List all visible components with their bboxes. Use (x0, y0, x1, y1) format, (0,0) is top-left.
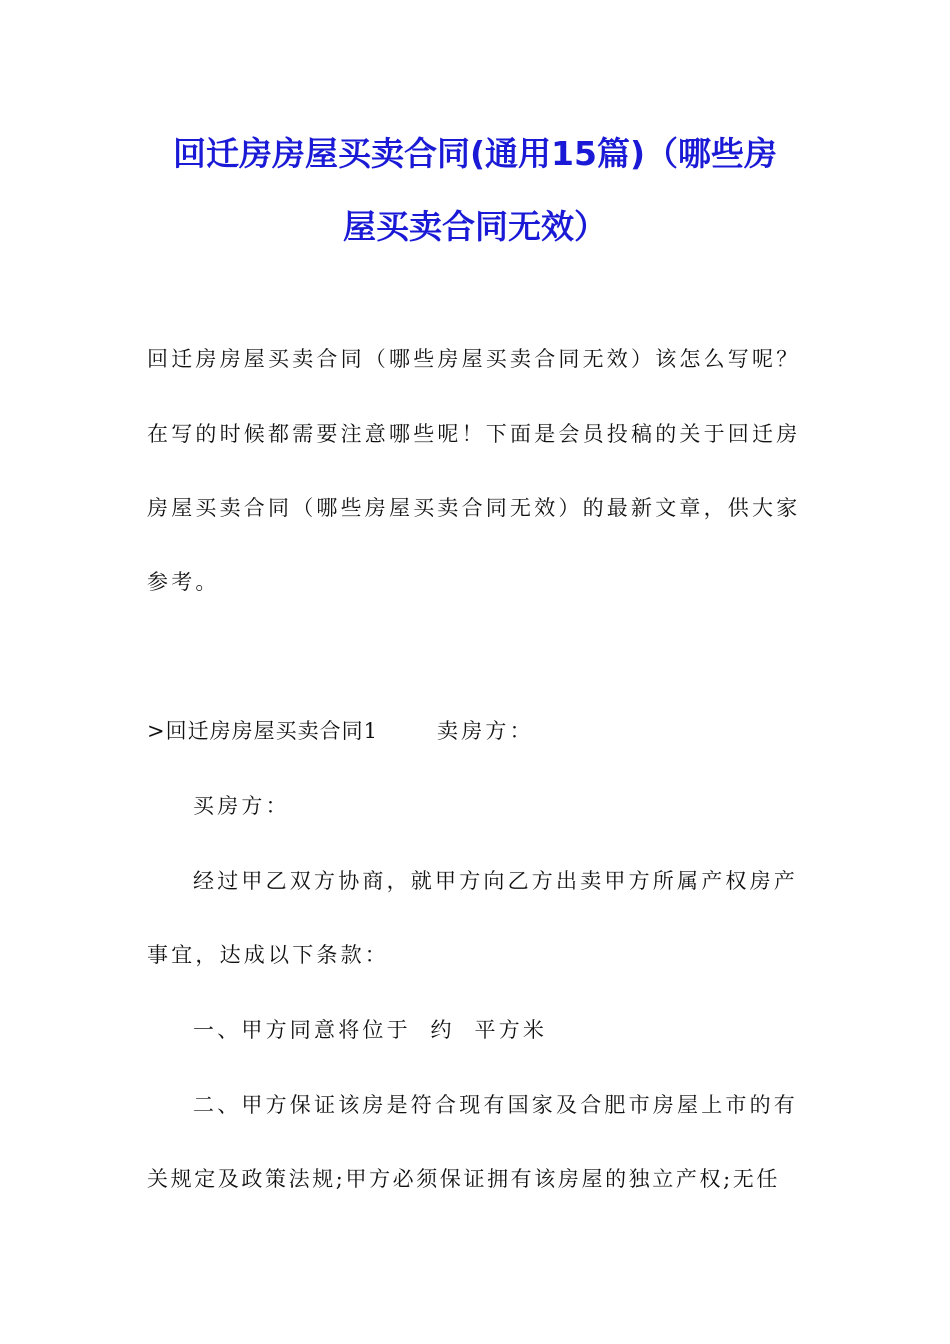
document-title-line-2: 屋买卖合同无效） (343, 207, 607, 246)
intro-line-2: 在写的时候都需要注意哪些呢！下面是会员投稿的关于回迁房 (147, 422, 801, 446)
intro-line-4: 参考。 (147, 570, 220, 594)
paragraph-3-line-1: 二、甲方保证该房是符合现有国家及合肥市房屋上市的有 (193, 1093, 798, 1117)
seller-label: 卖房方： (437, 719, 534, 743)
paragraph-2: 一、甲方同意将位于 约 平方米 (193, 1018, 548, 1042)
section-heading: >回迁房房屋买卖合同1 (147, 719, 378, 743)
paragraph-1-line-2: 事宜，达成以下条款： (147, 943, 389, 967)
paragraph-3-line-2: 关规定及政策法规;甲方必须保证拥有该房屋的独立产权;无任 (147, 1167, 780, 1191)
intro-line-3: 房屋买卖合同（哪些房屋买卖合同无效）的最新文章，供大家 (147, 496, 801, 520)
document-title-line-1: 回迁房房屋买卖合同(通用15篇)（哪些房 (172, 134, 778, 173)
buyer-label: 买房方： (193, 794, 290, 818)
intro-line-1: 回迁房房屋买卖合同（哪些房屋买卖合同无效）该怎么写呢？ (147, 347, 801, 371)
paragraph-1-line-1: 经过甲乙双方协商，就甲方向乙方出卖甲方所属产权房产 (193, 869, 798, 893)
